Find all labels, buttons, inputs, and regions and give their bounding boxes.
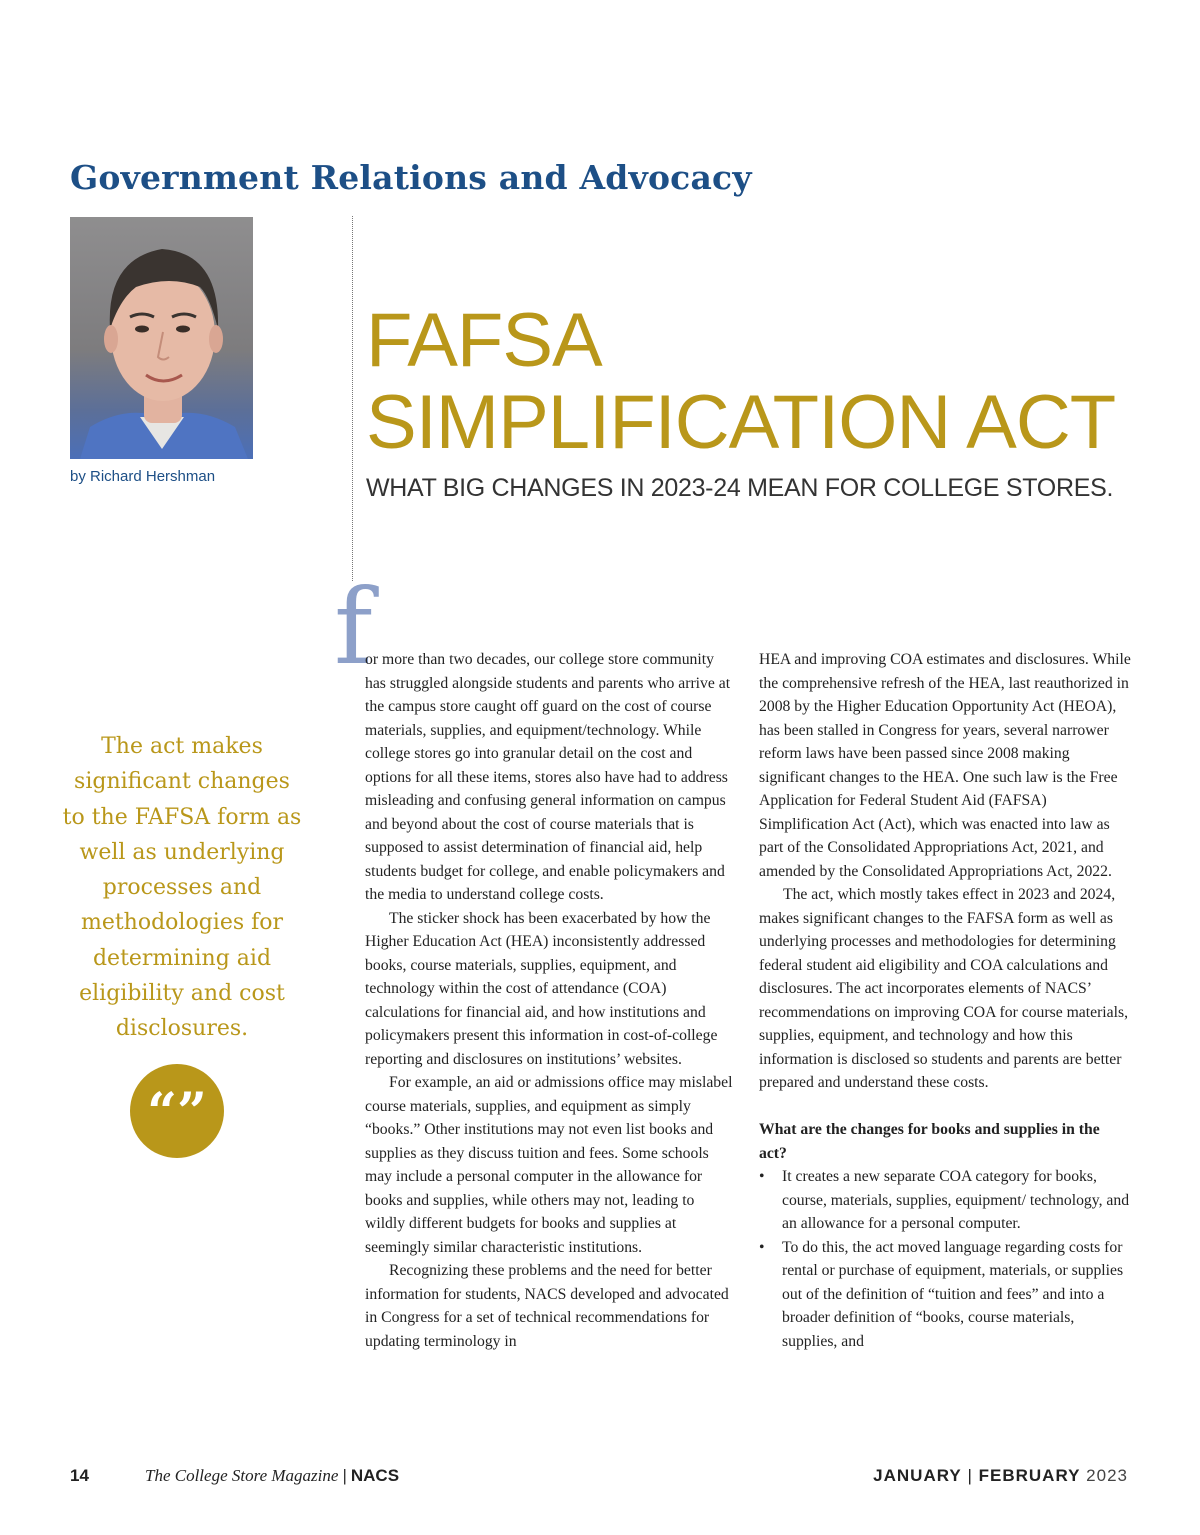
author-photo <box>70 217 253 459</box>
section-title: Government Relations and Advocacy <box>70 158 752 197</box>
footer-separator: | <box>342 1466 347 1485</box>
paragraph: HEA and improving COA estimates and disclosures. While the comprehensive refresh of the HEA, last reauthorized in 2008 by the Higher Education Opportunity Act (HEOA), has been stalled in Congress for years, several narrower reform laws have been passed since 2008 making significant changes to the HEA. One such law is the Free Application for Federal Student Aid (FAFSA) Simplification Act (Act), which was enacted into law as part of the Consolidated Appropriations Act, 2021, and amended by the Consolidated Appropriations Act, 2022. <box>759 651 1131 880</box>
paragraph: The sticker shock has been exacerbated by how the Higher Education Act (HEA) inconsistently addressed books, course materials, supplies, equipment, and technology within the cost of attendance (COA) calculations for financial aid, and how institutions and policymakers present this information in cost-of-college reporting and disclosures on institutions’ websites. <box>365 909 718 1068</box>
quote-mark-icon <box>130 1064 224 1158</box>
author-portrait-image <box>70 217 253 459</box>
article-column-1 <box>365 648 737 1353</box>
article-column-2 <box>759 648 1131 1353</box>
subsection-heading: What are the changes for books and supplies in the act? <box>759 1121 1100 1162</box>
list-item: • It creates a new separate COA category for books, course, materials, supplies, equipment/ technology, and an allowance for a personal computer. <box>759 1165 1131 1236</box>
issue-year: 2023 <box>1086 1466 1128 1485</box>
pull-quote: The act makes significant changes to the FAFSA form as well as underlying processes and methodologies for determining aid eligibility and cost disclosures. <box>62 734 302 1042</box>
list-item: • To do this, the act moved language regarding costs for rental or purchase of equipment, materials, or supplies out of the definition of “tuition and fees” and into a broader definition of “books, course materials, supplies, and <box>759 1236 1131 1354</box>
paragraph: The act, which mostly takes effect in 2023 and 2024, makes significant changes to the FAFSA form as well as underlying processes and methodologies for determining federal student aid eligibility and COA calculations and disclosures. The act incorporates elements of NACS’ recommendations on improving COA for course materials, supplies, equipment, and technology and how this information is disclosed so students and parents are better prepared and understand these costs. <box>759 886 1129 1091</box>
headline-line-1: FAFSA <box>366 298 602 383</box>
spacer <box>759 1095 1131 1119</box>
article-subhead: WHAT BIG CHANGES IN 2023-24 MEAN FOR COLLEGE STORES. <box>366 474 1114 502</box>
headline-line-2: SIMPLIFICATION ACT <box>366 380 1116 465</box>
issue-month-2: FEBRUARY <box>978 1466 1081 1485</box>
paragraph: Recognizing these problems and the need for better information for students, NACS developed and advocated in Congress for a set of technical recommendations for updating terminology in <box>365 1262 729 1350</box>
author-byline: by Richard Hershman <box>70 468 216 485</box>
paragraph: For example, an aid or admissions office may mislabel course materials, supplies, and equipment as simply “books.” Other institutions may not even list books and supplies as they discuss tuition and fees. Some schools may include a personal computer in the allowance for books and supplies, while others may not, leading to wildly different budgets for books and supplies at seemingly similar characteristic institutions. <box>365 1074 733 1256</box>
issue-month-1: JANUARY <box>873 1466 962 1485</box>
bullet-list <box>759 1165 1131 1353</box>
drop-cap: f <box>334 566 373 688</box>
paragraph: or more than two decades, our college store community has struggled alongside students and parents who arrive at the campus store caught off guard on the cost of course materials, supplies, and equipment/technology. While college stores go into granular detail on the cost and options for all these items, stores also have had to address misleading and confusing general information on campus and beyond about the cost of course materials that is supposed to assist determination of financial aid, help students budget for college, and enable policymakers and the media to understand college costs. <box>365 651 731 903</box>
org-name: NACS <box>350 1466 400 1485</box>
issue-separator: | <box>967 1466 973 1485</box>
quote-glyph <box>130 1064 224 1158</box>
publication-name <box>145 1466 399 1486</box>
quote-mark-text: “” <box>147 1082 207 1143</box>
magazine-title: The College Store Magazine <box>145 1466 339 1485</box>
article-headline <box>366 300 1115 464</box>
page-number: 14 <box>70 1466 89 1485</box>
column-divider <box>352 216 353 581</box>
issue-date <box>873 1466 1128 1486</box>
